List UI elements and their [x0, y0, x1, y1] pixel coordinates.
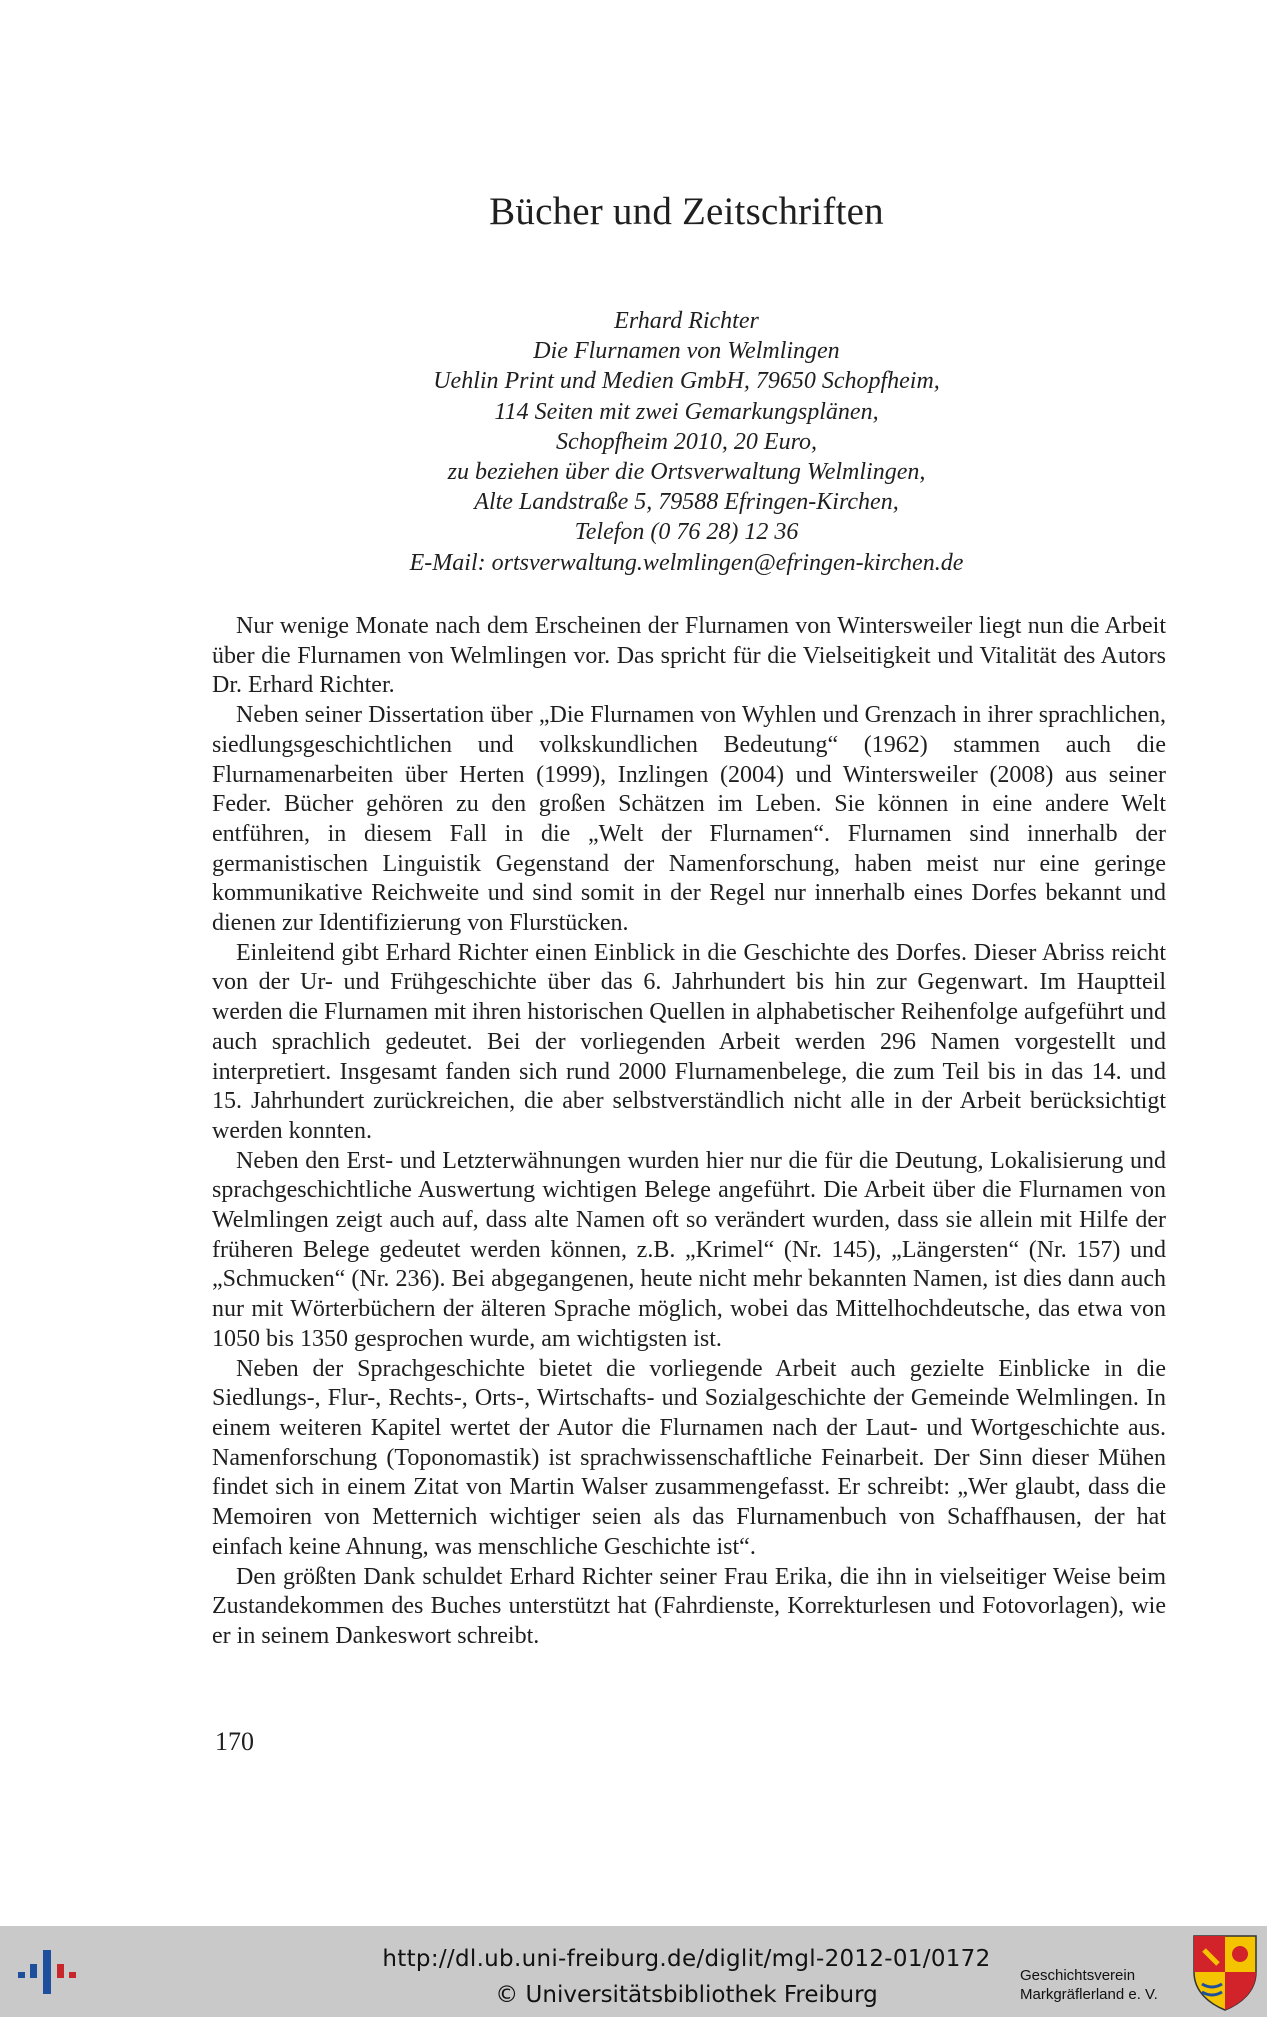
footer-url-link[interactable]: http://dl.ub.uni-freiburg.de/diglit/mgl-2012-01/0172 [382, 1946, 991, 1972]
society-line-2: Markgräflerland e. V. [1020, 1986, 1158, 2003]
page-title: Bücher und Zeitschriften [489, 190, 884, 233]
review-paragraph: Einleitend gibt Erhard Richter einen Einblick in die Geschichte des Dorfes. Dieser Abriss reicht von der Ur- und Frühgeschichte über das 6. Jahrhundert bis hin zur Gegenwart. Im Hauptteil werden die Flurnamen mit ihren historischen Quellen in alphabetischer Reihenfolge aufgeführt und auch sprachlich gedeutet. Bei der vorliegenden Arbeit werden 296 Namen vorgestellt und interpretiert. Insgesamt fanden sich rund 2000 Flurnamenbelege, die zum Teil bis in das 14. und 15. Jahrhundert zurückreichen, die aber selbstverständlich nicht alle in der Arbeit berücksichtigt werden konnten. [212, 939, 1166, 1144]
footer-copyright: © Universitätsbibliothek Freiburg [495, 1982, 878, 2008]
coat-of-arms-icon [1190, 1932, 1260, 2012]
biblio-phone: Telefon (0 76 28) 12 36 [574, 519, 799, 546]
footer-bar [0, 1926, 1267, 2017]
page-number: 170 [215, 1727, 254, 1756]
footer-society-name [1020, 1966, 1186, 2004]
review-paragraph: Den größten Dank schuldet Erhard Richter seiner Frau Erika, die ihn in vielseitiger Weise beim Zustandekommen des Buches unterstützt hat (Fahrdienste, Korrekturlesen und Fotovorlagen), wie er in seinem Dankeswort schreibt. [212, 1563, 1166, 1649]
review-body [212, 612, 1166, 1652]
bibliographic-entry [0, 306, 1267, 578]
biblio-email: E-Mail: ortsverwaltung.welmlingen@efringen-kirchen.de [409, 549, 964, 576]
biblio-publisher: Uehlin Print und Medien GmbH, 79650 Schopfheim, [433, 368, 940, 395]
biblio-title: Die Flurnamen von Welmlingen [533, 338, 840, 365]
review-paragraph: Neben der Sprachgeschichte bietet die vorliegende Arbeit auch gezielte Einblicke in die Siedlungs-, Flur-, Rechts-, Orts-, Wirtschafts- und Sozialgeschichte der Gemeinde Welmlingen. In einem weiteren Kapitel wertet der Autor die Flurnamen nach der Laut- und Wortgeschichte aus. Namenforschung (Toponomastik) ist sprachwissenschaftliche Feinarbeit. Der Sinn dieser Mühen findet sich in einem Zitat von Martin Walser zusammengefasst. Er schreibt: „Wer glaubt, dass die Memoiren von Metternich wichtiger seien als das Flurnamenbuch von Schaffhausen, der hat einfach keine Ahnung, was menschliche Geschichte ist“. [212, 1355, 1166, 1560]
society-line-1: Geschichtsverein [1020, 1967, 1136, 1984]
biblio-address: Alte Landstraße 5, 79588 Efringen-Kirchen, [474, 489, 899, 516]
biblio-place-year-price: Schopfheim 2010, 20 Euro, [555, 428, 818, 455]
biblio-source: zu beziehen über die Ortsverwaltung Welmlingen, [447, 459, 926, 486]
biblio-pages: 114 Seiten mit zwei Gemarkungsplänen, [494, 398, 879, 425]
review-paragraph: Nur wenige Monate nach dem Erscheinen der Flurnamen von Wintersweiler liegt nun die Arbeit über die Flurnamen von Welmlingen vor. Das spricht für die Vielseitigkeit und Vitalität des Autors Dr. Erhard Richter. [212, 613, 1166, 699]
review-paragraph: Neben seiner Dissertation über „Die Flurnamen von Wyhlen und Grenzach in ihrer sprachlichen, siedlungsgeschichtlichen und volkskundlichen Bedeutung“ (1962) stammen auch die Flurnamenarbeiten über Herten (1999), Inzlingen (2004) und Wintersweiler (2008) aus seiner Feder. Bücher gehören zu den großen Schätzen im Leben. Sie können in eine andere Welt entführen, in diesem Fall in die „Welt der Flurnamen“. Flurnamen sind innerhalb der germanistischen Linguistik Gegenstand der Namenforschung, haben meist nur eine geringe kommunikative Reichweite und sind somit in der Regel nur innerhalb eines Dorfes bekannt und dienen zur Identifizierung von Flurstücken. [212, 702, 1166, 937]
biblio-author: Erhard Richter [614, 308, 759, 334]
review-paragraph: Neben den Erst- und Letzterwähnungen wurden hier nur die für die Deutung, Lokalisierung und sprachgeschichtliche Auswertung wichtigen Belege angeführt. Die Arbeit über die Flurnamen von Welmlingen zeigt auch auf, dass alte Namen oft so verändert wurden, dass sie allein mit Hilfe der früheren Belege gedeutet werden können, z.B. „Krimel“ (Nr. 145), „Längersten“ (Nr. 157) und „Schmucken“ (Nr. 236). Bei abgegangenen, heute nicht mehr bekannten Namen, ist dies dann auch nur mit Wörterbüchern der älteren Sprache möglich, wobei das Mittelhochdeutsche, das etwa von 1050 bis 1350 gesprochen wurde, am wichtigsten ist. [212, 1147, 1166, 1352]
